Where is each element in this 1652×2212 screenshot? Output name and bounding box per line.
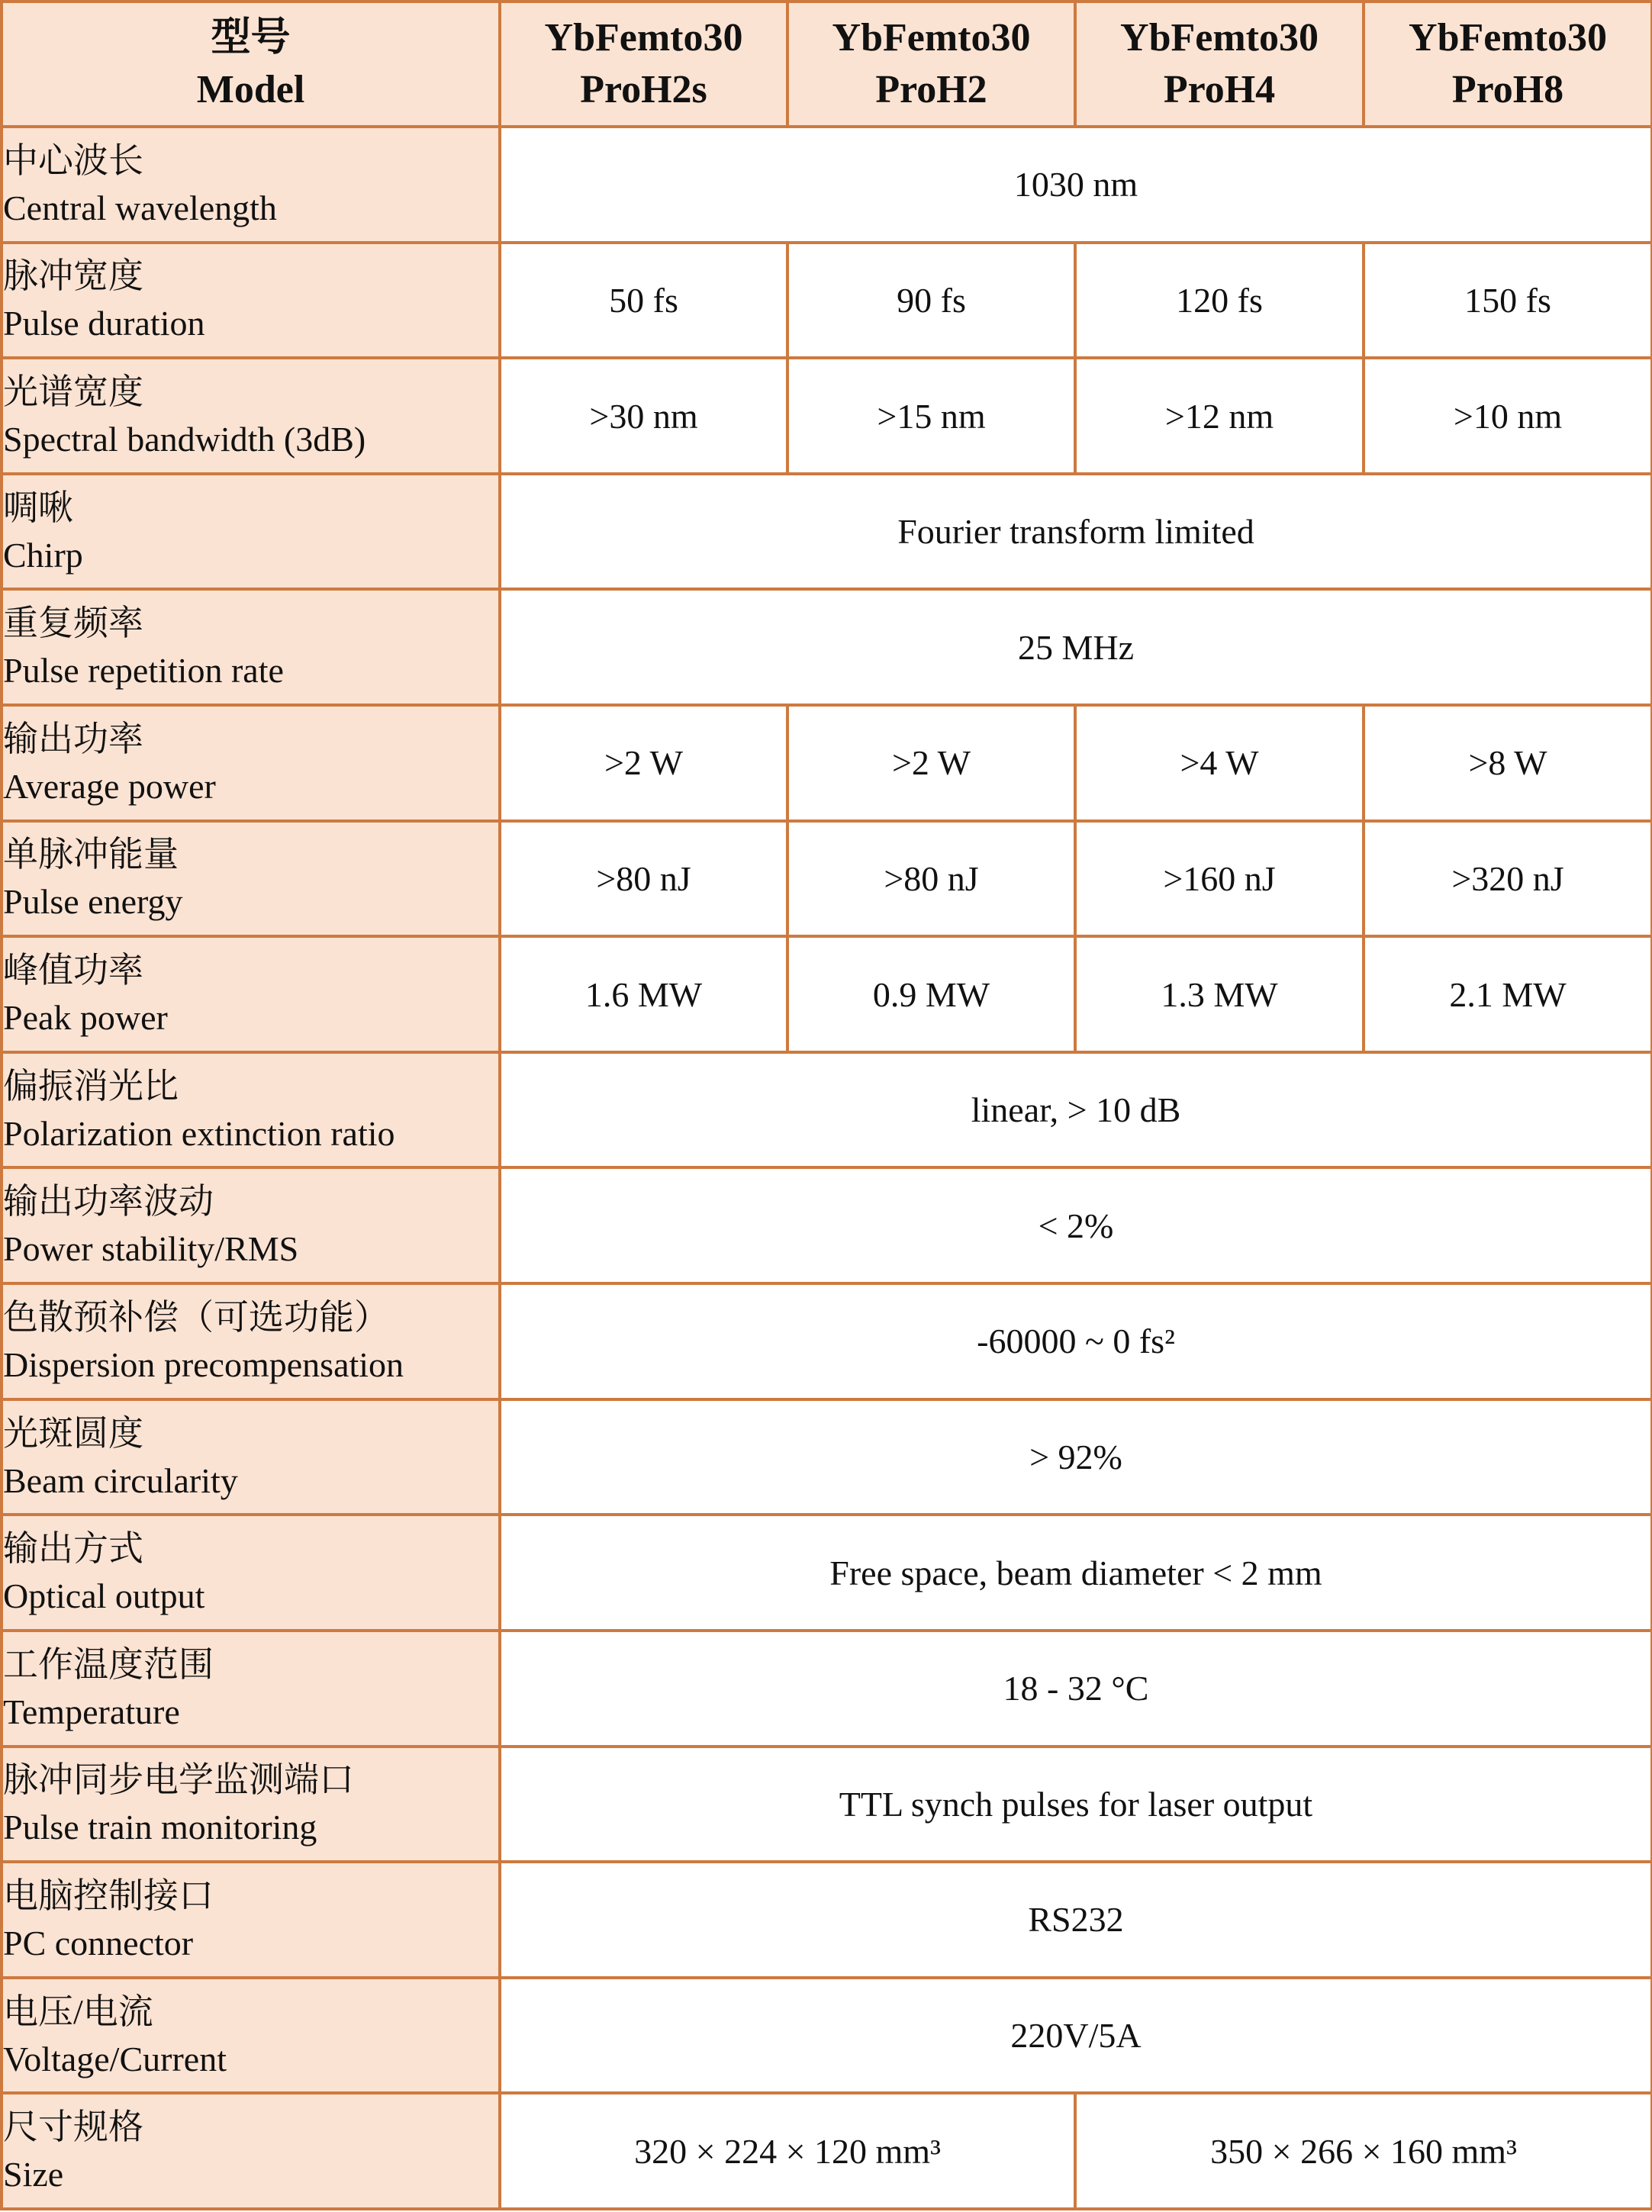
param-label-zh: 尺寸规格 <box>3 2107 143 2147</box>
table-row-dispersion <box>2 1283 1652 1399</box>
param-label-zh: 工作温度范围 <box>3 1644 214 1684</box>
header-row <box>2 2 1652 127</box>
param-label-zh: 输出功率波动 <box>3 1182 214 1222</box>
param-cell <box>2 1283 500 1399</box>
model-name-line2: ProH2s <box>580 68 707 111</box>
model-name-line1: YbFemto30 <box>544 16 743 60</box>
header-model-proh4 <box>1075 2 1364 127</box>
param-cell <box>2 936 500 1052</box>
param-label-en: Beam circularity <box>3 1460 238 1500</box>
header-model-proh8 <box>1364 2 1652 127</box>
value-cell: 18 - 32 °C <box>500 1631 1652 1747</box>
value-cell: >2 W <box>500 705 787 821</box>
param-label-en: Size <box>3 2155 64 2194</box>
value-cell: -60000 ~ 0 fs² <box>500 1283 1652 1399</box>
param-cell <box>2 1631 500 1747</box>
param-cell <box>2 474 500 590</box>
param-cell <box>2 705 500 821</box>
value-cell: 1.6 MW <box>500 936 787 1052</box>
param-label-zh: 光谱宽度 <box>3 372 143 412</box>
table-row-repetition-rate <box>2 589 1652 705</box>
param-cell <box>2 1747 500 1863</box>
param-cell <box>2 1978 500 2094</box>
table-row-spectral-bandwidth <box>2 358 1652 474</box>
value-cell: RS232 <box>500 1862 1652 1978</box>
param-label-en: Polarization extinction ratio <box>3 1113 395 1153</box>
model-name-line2: ProH8 <box>1451 68 1564 111</box>
value-cell: >8 W <box>1364 705 1652 821</box>
value-cell: >160 nJ <box>1075 821 1364 937</box>
model-name-line1: YbFemto30 <box>832 16 1031 60</box>
table-row-polarization <box>2 1052 1652 1168</box>
table-row-beam-circularity <box>2 1399 1652 1515</box>
param-label-zh: 输出功率 <box>3 719 143 758</box>
param-label-zh: 中心波长 <box>3 140 143 180</box>
param-label-zh: 电压/电流 <box>3 1991 153 2031</box>
value-cell: >30 nm <box>500 358 787 474</box>
param-label-en: Pulse energy <box>3 882 183 922</box>
value-cell: 1030 nm <box>500 127 1652 243</box>
param-cell <box>2 358 500 474</box>
param-label-en: Spectral bandwidth (3dB) <box>3 420 366 459</box>
param-label-zh: 偏振消光比 <box>3 1066 179 1106</box>
param-label-zh: 色散预补偿（可选功能） <box>3 1297 389 1337</box>
table-row-pulse-duration <box>2 243 1652 359</box>
value-cell: >4 W <box>1075 705 1364 821</box>
param-cell <box>2 243 500 359</box>
param-cell <box>2 1052 500 1168</box>
header-model-label <box>2 2 500 127</box>
table-row-pulse-train-monitoring <box>2 1747 1652 1863</box>
model-name-line2: ProH4 <box>1163 68 1276 111</box>
param-label-en: Pulse repetition rate <box>3 651 284 691</box>
header-model-proh2 <box>787 2 1075 127</box>
param-label-zh: 脉冲同步电学监测端口 <box>3 1760 354 1800</box>
header-label-zh: 型号 <box>211 16 291 60</box>
table-row-chirp <box>2 474 1652 590</box>
param-cell <box>2 1862 500 1978</box>
param-label-zh: 单脉冲能量 <box>3 835 179 874</box>
param-label-zh: 重复频率 <box>3 604 143 643</box>
header-model-proh2s <box>500 2 787 127</box>
param-cell <box>2 127 500 243</box>
value-cell: 50 fs <box>500 243 787 359</box>
value-cell: < 2% <box>500 1167 1652 1283</box>
value-cell-size-large: 350 × 266 × 160 mm³ <box>1075 2093 1652 2209</box>
param-label-en: Pulse train monitoring <box>3 1808 317 1847</box>
value-cell: >80 nJ <box>500 821 787 937</box>
table-row-temperature <box>2 1631 1652 1747</box>
value-cell: >80 nJ <box>787 821 1075 937</box>
param-label-zh: 脉冲宽度 <box>3 256 143 296</box>
param-label-en: Peak power <box>3 998 168 1038</box>
value-cell: >12 nm <box>1075 358 1364 474</box>
value-cell: > 92% <box>500 1399 1652 1515</box>
param-label-en: PC connector <box>3 1923 194 1962</box>
param-label-zh: 光斑圆度 <box>3 1413 143 1453</box>
value-cell: 0.9 MW <box>787 936 1075 1052</box>
value-cell: 1.3 MW <box>1075 936 1364 1052</box>
param-label-en: Pulse duration <box>3 304 205 343</box>
value-cell: 120 fs <box>1075 243 1364 359</box>
param-cell <box>2 2093 500 2209</box>
table-row-central-wavelength <box>2 127 1652 243</box>
value-cell: 2.1 MW <box>1364 936 1652 1052</box>
value-cell: 90 fs <box>787 243 1075 359</box>
header-label-en: Model <box>196 68 305 111</box>
value-cell: 220V/5A <box>500 1978 1652 2094</box>
param-label-en: Dispersion precompensation <box>3 1344 404 1384</box>
param-cell <box>2 1399 500 1515</box>
param-label-en: Power stability/RMS <box>3 1229 299 1269</box>
model-name-line1: YbFemto30 <box>1409 16 1607 60</box>
value-cell-size-small: 320 × 224 × 120 mm³ <box>500 2093 1075 2209</box>
value-cell: linear, > 10 dB <box>500 1052 1652 1168</box>
value-cell: TTL synch pulses for laser output <box>500 1747 1652 1863</box>
table-row-pulse-energy <box>2 821 1652 937</box>
param-label-en: Central wavelength <box>3 188 277 227</box>
value-cell: >320 nJ <box>1364 821 1652 937</box>
param-label-zh: 电脑控制接口 <box>3 1876 214 1915</box>
value-cell: >10 nm <box>1364 358 1652 474</box>
param-label-en: Voltage/Current <box>3 2039 227 2078</box>
param-label-en: Chirp <box>3 535 83 575</box>
param-label-en: Temperature <box>3 1692 180 1731</box>
value-cell: >2 W <box>787 705 1075 821</box>
param-label-zh: 输出方式 <box>3 1529 143 1569</box>
param-cell <box>2 589 500 705</box>
table-row-average-power <box>2 705 1652 821</box>
table-row-size <box>2 2093 1652 2209</box>
param-label-zh: 啁啾 <box>3 488 73 527</box>
value-cell: 25 MHz <box>500 589 1652 705</box>
param-cell <box>2 821 500 937</box>
table-row-peak-power <box>2 936 1652 1052</box>
model-name-line1: YbFemto30 <box>1120 16 1319 60</box>
table-row-pc-connector <box>2 1862 1652 1978</box>
value-cell: 150 fs <box>1364 243 1652 359</box>
model-name-line2: ProH2 <box>875 68 987 111</box>
table-row-voltage-current <box>2 1978 1652 2094</box>
table-row-optical-output <box>2 1515 1652 1631</box>
value-cell: Fourier transform limited <box>500 474 1652 590</box>
param-cell <box>2 1515 500 1631</box>
value-cell: >15 nm <box>787 358 1075 474</box>
param-label-en: Average power <box>3 766 216 806</box>
param-label-zh: 峰值功率 <box>3 951 143 990</box>
param-label-en: Optical output <box>3 1576 205 1616</box>
value-cell: Free space, beam diameter < 2 mm <box>500 1515 1652 1631</box>
param-cell <box>2 1167 500 1283</box>
table-row-power-stability <box>2 1167 1652 1283</box>
